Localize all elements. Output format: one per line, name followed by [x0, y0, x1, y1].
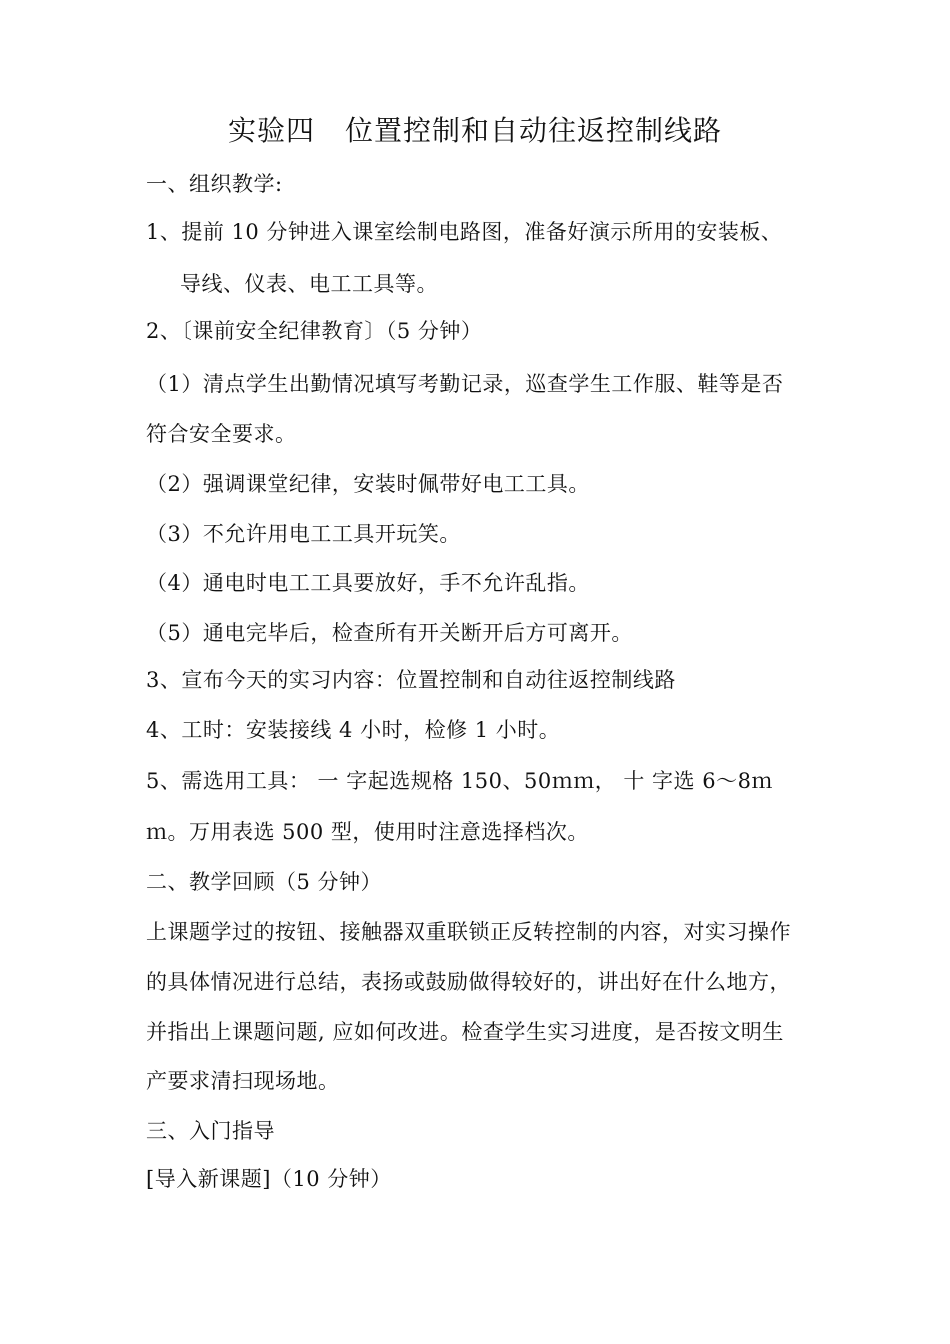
document-title — [0, 112, 950, 150]
review-paragraph-line-1: 上课题学过的按钮、接触器双重联锁正反转控制的内容，对实习操作 — [146, 920, 791, 944]
subitem-3: （3）不允许用电工工具开玩笑。 — [146, 522, 461, 546]
title-experiment-name: 位置控制和自动往返控制线路 — [345, 114, 723, 147]
subitem-2: （2）强调课堂纪律，安装时佩带好电工工具。 — [146, 472, 590, 496]
item-5-line-2: ｍ。万用表选 500 型，使用时注意选择档次。 — [146, 820, 589, 844]
new-topic-heading: [导入新课题]（10 分钟） — [146, 1167, 392, 1191]
item-4: 4、工时：安装接线 4 小时，检修 1 小时。 — [146, 718, 561, 742]
section-heading-review: 二、教学回顾（5 分钟） — [146, 870, 383, 894]
subitem-1-line-1: （1）清点学生出勤情况填写考勤记录，巡查学生工作服、鞋等是否 — [146, 372, 784, 396]
title-experiment-number: 实验四 — [227, 114, 315, 147]
subitem-4: （4）通电时电工工具要放好，手不允许乱指。 — [146, 571, 590, 595]
subitem-5: （5）通电完毕后，检查所有开关断开后方可离开。 — [146, 621, 633, 645]
review-paragraph-line-4: 产要求清扫现场地。 — [146, 1069, 340, 1093]
section-heading-organize: 一、组织教学: — [146, 172, 283, 196]
review-paragraph-line-2: 的具体情况进行总结，表扬或鼓励做得较好的，讲出好在什么地方， — [146, 970, 791, 994]
item-1-line-2: 导线、仪表、电工工具等。 — [180, 272, 438, 296]
review-paragraph-line-3: 并指出上课题问题, 应如何改进。检查学生实习进度，是否按文明生 — [146, 1020, 784, 1044]
item-3: 3、宣布今天的实习内容：位置控制和自动往返控制线路 — [146, 668, 676, 692]
subitem-1-line-2: 符合安全要求。 — [146, 422, 297, 446]
item-2-heading: 2、〔课前安全纪律教育〕（5 分钟） — [146, 319, 483, 343]
item-5-line-1: 5、需选用工具： 一 字起选规格 150、50ｍｍ， 十 字选 6～8ｍ — [146, 769, 773, 793]
section-heading-guidance: 三、入门指导 — [146, 1119, 275, 1143]
item-1-line-1: 1、提前 10 分钟进入课室绘制电路图，准备好演示所用的安装板、 — [146, 220, 783, 244]
